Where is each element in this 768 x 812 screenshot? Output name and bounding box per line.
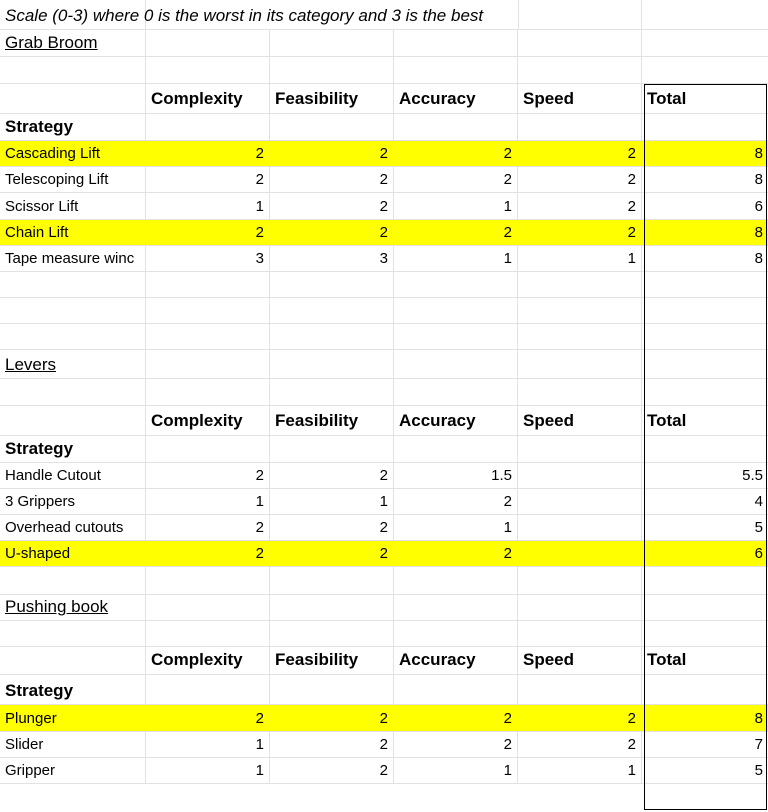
accuracy-value-text: 2: [503, 145, 512, 162]
strategy-name[interactable]: [0, 758, 146, 784]
feasibility-value[interactable]: [270, 705, 394, 732]
empty-cell[interactable]: [0, 567, 146, 595]
complexity-value-text: 1: [255, 762, 264, 779]
section-title[interactable]: [0, 350, 146, 379]
accuracy-value-text: 2: [503, 545, 512, 562]
blank-row: [0, 567, 768, 595]
blank-row: [0, 379, 768, 406]
empty-cell[interactable]: [0, 647, 146, 675]
strategy-label[interactable]: [0, 114, 146, 141]
empty-cell[interactable]: [0, 379, 146, 406]
empty-cell[interactable]: [518, 272, 642, 298]
header-speed-text: Speed: [523, 411, 575, 430]
empty-cell[interactable]: [270, 57, 394, 84]
empty-cell[interactable]: [146, 30, 270, 57]
accuracy-value-text: 2: [503, 736, 512, 753]
empty-cell[interactable]: [394, 350, 518, 379]
complexity-value-text: 2: [255, 545, 264, 562]
complexity-value[interactable]: [146, 541, 270, 567]
header-speed[interactable]: [518, 406, 642, 436]
blank-row: [0, 298, 768, 324]
strategy-label-text: Strategy: [5, 117, 74, 136]
empty-cell[interactable]: [146, 272, 270, 298]
section-title[interactable]: [0, 595, 146, 621]
header-speed-text: Speed: [523, 650, 575, 669]
feasibility-value[interactable]: [270, 193, 394, 220]
header-accuracy[interactable]: [394, 406, 518, 436]
empty-cell[interactable]: [518, 0, 642, 30]
feasibility-value-text: 2: [379, 519, 388, 536]
total-value[interactable]: [642, 220, 768, 246]
feasibility-value-text: 2: [379, 145, 388, 162]
total-value[interactable]: [642, 463, 768, 489]
speed-value-text: 2: [627, 736, 636, 753]
speed-value-text: 2: [627, 171, 636, 188]
feasibility-value[interactable]: [270, 541, 394, 567]
complexity-value[interactable]: [146, 246, 270, 272]
table-row: [0, 758, 768, 784]
feasibility-value[interactable]: [270, 220, 394, 246]
total-value-text: 7: [754, 736, 763, 753]
strategy-name-text: Tape measure winc: [5, 250, 135, 267]
accuracy-value-text: 1: [503, 198, 512, 215]
strategy-name-text: 3 Grippers: [5, 493, 76, 510]
empty-cell[interactable]: [146, 436, 270, 463]
complexity-value[interactable]: [146, 758, 270, 784]
header-complexity[interactable]: [146, 406, 270, 436]
total-value-text: 4: [754, 493, 763, 510]
header-accuracy-text: Accuracy: [399, 650, 476, 669]
empty-cell[interactable]: [0, 272, 146, 298]
empty-cell[interactable]: [146, 57, 270, 84]
header-complexity[interactable]: [146, 84, 270, 114]
empty-cell[interactable]: [146, 298, 270, 324]
table-row: [0, 167, 768, 193]
empty-cell[interactable]: [394, 324, 518, 350]
speed-value[interactable]: [518, 463, 642, 489]
total-value-text: 5: [754, 762, 763, 779]
header-speed[interactable]: [518, 84, 642, 114]
feasibility-value-text: 3: [379, 250, 388, 267]
speed-value-text: 2: [627, 224, 636, 241]
speed-value[interactable]: [518, 515, 642, 541]
empty-cell[interactable]: [270, 379, 394, 406]
empty-cell[interactable]: [394, 379, 518, 406]
strategy-name[interactable]: [0, 463, 146, 489]
empty-cell[interactable]: [270, 324, 394, 350]
complexity-value[interactable]: [146, 489, 270, 515]
empty-cell[interactable]: [270, 114, 394, 141]
empty-cell[interactable]: [270, 298, 394, 324]
strategy-name-text: Overhead cutouts: [5, 519, 124, 536]
header-accuracy[interactable]: [394, 84, 518, 114]
feasibility-value[interactable]: [270, 515, 394, 541]
accuracy-value[interactable]: [394, 541, 518, 567]
header-total-text: Total: [647, 650, 687, 669]
strategy-name[interactable]: [0, 220, 146, 246]
total-value-text: 5.5: [742, 467, 763, 484]
complexity-value-text: 2: [255, 145, 264, 162]
empty-cell[interactable]: [146, 621, 270, 647]
strategy-name-text: Slider: [5, 736, 44, 753]
empty-cell[interactable]: [518, 298, 642, 324]
table-row: [0, 732, 768, 758]
empty-cell[interactable]: [394, 30, 518, 57]
header-complexity-text: Complexity: [151, 89, 243, 108]
empty-cell[interactable]: [0, 84, 146, 114]
complexity-value[interactable]: [146, 705, 270, 732]
empty-cell[interactable]: [394, 57, 518, 84]
empty-cell[interactable]: [642, 621, 768, 647]
header-accuracy-text: Accuracy: [399, 411, 476, 430]
feasibility-value[interactable]: [270, 758, 394, 784]
feasibility-value[interactable]: [270, 246, 394, 272]
table-row: [0, 705, 768, 732]
empty-cell[interactable]: [518, 567, 642, 595]
speed-value[interactable]: [518, 758, 642, 784]
complexity-value-text: 2: [255, 710, 264, 727]
empty-cell[interactable]: [642, 272, 768, 298]
feasibility-value-text: 2: [379, 467, 388, 484]
empty-cell[interactable]: [518, 350, 642, 379]
total-value[interactable]: [642, 193, 768, 220]
complexity-value[interactable]: [146, 515, 270, 541]
complexity-value-text: 2: [255, 171, 264, 188]
header-complexity-text: Complexity: [151, 650, 243, 669]
accuracy-value[interactable]: [394, 220, 518, 246]
table-row: [0, 541, 768, 567]
strategy-name[interactable]: [0, 167, 146, 193]
empty-cell[interactable]: [518, 595, 642, 621]
strategy-name[interactable]: [0, 193, 146, 220]
speed-value[interactable]: [518, 705, 642, 732]
header-accuracy[interactable]: [394, 647, 518, 675]
header-feasibility[interactable]: [270, 84, 394, 114]
strategy-name[interactable]: [0, 489, 146, 515]
accuracy-value-text: 2: [503, 710, 512, 727]
empty-cell[interactable]: [394, 114, 518, 141]
complexity-value[interactable]: [146, 220, 270, 246]
strategy-name-text: Plunger: [5, 710, 57, 727]
header-feasibility[interactable]: [270, 406, 394, 436]
strategy-label-row: [0, 114, 768, 141]
accuracy-value[interactable]: [394, 705, 518, 732]
header-total[interactable]: [642, 84, 768, 114]
accuracy-value-text: 1: [503, 250, 512, 267]
complexity-value[interactable]: [146, 193, 270, 220]
total-value-text: 5: [754, 519, 763, 536]
strategy-label[interactable]: [0, 675, 146, 705]
empty-cell[interactable]: [394, 675, 518, 705]
empty-cell[interactable]: [642, 30, 768, 57]
empty-cell[interactable]: [146, 567, 270, 595]
empty-cell[interactable]: [642, 350, 768, 379]
table-row: [0, 489, 768, 515]
accuracy-value[interactable]: [394, 732, 518, 758]
empty-cell[interactable]: [146, 114, 270, 141]
strategy-name[interactable]: [0, 732, 146, 758]
feasibility-value-text: 2: [379, 224, 388, 241]
feasibility-value-text: 2: [379, 762, 388, 779]
empty-cell[interactable]: [394, 298, 518, 324]
empty-cell[interactable]: [270, 567, 394, 595]
accuracy-value-text: 1: [503, 519, 512, 536]
complexity-value-text: 2: [255, 519, 264, 536]
feasibility-value[interactable]: [270, 167, 394, 193]
total-value-text: 6: [754, 198, 763, 215]
empty-cell[interactable]: [394, 436, 518, 463]
empty-cell[interactable]: [642, 675, 768, 705]
empty-cell[interactable]: [518, 324, 642, 350]
total-value[interactable]: [642, 758, 768, 784]
header-total-text: Total: [647, 411, 687, 430]
accuracy-value[interactable]: [394, 489, 518, 515]
scale-note-cell[interactable]: [0, 0, 484, 30]
section-title-text: Pushing book: [5, 597, 109, 616]
strategy-name-text: Handle Cutout: [5, 467, 101, 484]
header-total[interactable]: [642, 406, 768, 436]
feasibility-value-text: 2: [379, 710, 388, 727]
strategy-name-text: U-shaped: [5, 545, 71, 562]
column-header-row: [0, 84, 768, 114]
empty-cell[interactable]: [0, 298, 146, 324]
empty-cell[interactable]: [270, 675, 394, 705]
total-value[interactable]: [642, 515, 768, 541]
empty-cell[interactable]: [394, 272, 518, 298]
strategy-name[interactable]: [0, 541, 146, 567]
empty-cell[interactable]: [518, 30, 642, 57]
empty-cell[interactable]: [518, 621, 642, 647]
empty-cell[interactable]: [642, 379, 768, 406]
strategy-name-text: Telescoping Lift: [5, 171, 109, 188]
strategy-name[interactable]: [0, 246, 146, 272]
empty-cell[interactable]: [394, 621, 518, 647]
total-value[interactable]: [642, 541, 768, 567]
empty-cell[interactable]: [0, 406, 146, 436]
section-title-text: Grab Broom: [5, 33, 98, 52]
complexity-value[interactable]: [146, 167, 270, 193]
empty-cell[interactable]: [518, 57, 642, 84]
empty-cell[interactable]: [270, 436, 394, 463]
empty-cell[interactable]: [0, 57, 146, 84]
header-complexity[interactable]: [146, 647, 270, 675]
speed-value-text: 2: [627, 145, 636, 162]
empty-cell[interactable]: [0, 621, 146, 647]
empty-cell[interactable]: [642, 567, 768, 595]
feasibility-value[interactable]: [270, 732, 394, 758]
table-row: [0, 515, 768, 541]
header-feasibility-text: Feasibility: [275, 650, 359, 669]
accuracy-value-text: 2: [503, 171, 512, 188]
complexity-value-text: 2: [255, 467, 264, 484]
complexity-value-text: 3: [255, 250, 264, 267]
accuracy-value[interactable]: [394, 193, 518, 220]
header-complexity-text: Complexity: [151, 411, 243, 430]
total-value[interactable]: [642, 246, 768, 272]
total-value-text: 8: [754, 250, 763, 267]
header-speed-text: Speed: [523, 89, 575, 108]
empty-cell[interactable]: [394, 567, 518, 595]
empty-cell[interactable]: [518, 114, 642, 141]
empty-cell[interactable]: [270, 621, 394, 647]
complexity-value[interactable]: [146, 463, 270, 489]
feasibility-value[interactable]: [270, 141, 394, 167]
empty-cell[interactable]: [642, 436, 768, 463]
total-value-text: 8: [754, 171, 763, 188]
column-header-row: [0, 406, 768, 436]
empty-cell[interactable]: [146, 350, 270, 379]
table-row: [0, 246, 768, 272]
strategy-label[interactable]: [0, 436, 146, 463]
header-total-text: Total: [647, 89, 687, 108]
empty-cell[interactable]: [642, 595, 768, 621]
header-feasibility-text: Feasibility: [275, 89, 359, 108]
header-feasibility-text: Feasibility: [275, 411, 359, 430]
empty-cell[interactable]: [146, 324, 270, 350]
empty-cell[interactable]: [270, 595, 394, 621]
strategy-name[interactable]: [0, 141, 146, 167]
table-row: [0, 193, 768, 220]
accuracy-value[interactable]: [394, 515, 518, 541]
empty-cell[interactable]: [642, 298, 768, 324]
empty-cell[interactable]: [146, 675, 270, 705]
scale-note-row: [0, 0, 768, 30]
accuracy-value[interactable]: [394, 758, 518, 784]
section-title-text: Levers: [5, 355, 57, 374]
accuracy-value-text: 1.5: [491, 467, 512, 484]
strategy-name-text: Cascading Lift: [5, 145, 101, 162]
strategy-name-text: Gripper: [5, 762, 56, 779]
feasibility-value-text: 2: [379, 736, 388, 753]
complexity-value-text: 1: [255, 198, 264, 215]
speed-value[interactable]: [518, 246, 642, 272]
accuracy-value[interactable]: [394, 463, 518, 489]
complexity-value-text: 1: [255, 736, 264, 753]
strategy-name-text: Chain Lift: [5, 224, 69, 241]
section-title[interactable]: [0, 30, 146, 57]
accuracy-value-text: 2: [503, 493, 512, 510]
speed-value[interactable]: [518, 732, 642, 758]
strategy-name[interactable]: [0, 705, 146, 732]
feasibility-value-text: 2: [379, 171, 388, 188]
table-row: [0, 463, 768, 489]
total-value-text: 8: [754, 145, 763, 162]
scale-note-cell-text: Scale (0-3) where 0 is the worst in its category and 3 is the best: [5, 6, 484, 25]
header-total[interactable]: [642, 647, 768, 675]
table-row: [0, 141, 768, 167]
complexity-value-text: 1: [255, 493, 264, 510]
total-value-text: 8: [754, 710, 763, 727]
feasibility-value[interactable]: [270, 463, 394, 489]
total-value-text: 6: [754, 545, 763, 562]
table-row: [0, 220, 768, 246]
speed-value-text: 2: [627, 198, 636, 215]
blank-row: [0, 621, 768, 647]
accuracy-value[interactable]: [394, 167, 518, 193]
strategy-label-row: [0, 675, 768, 705]
blank-row: [0, 57, 768, 84]
empty-cell[interactable]: [642, 57, 768, 84]
empty-cell[interactable]: [146, 595, 270, 621]
speed-value-text: 1: [627, 762, 636, 779]
empty-cell[interactable]: [518, 436, 642, 463]
header-feasibility[interactable]: [270, 647, 394, 675]
strategy-name[interactable]: [0, 515, 146, 541]
total-value[interactable]: [642, 489, 768, 515]
empty-cell[interactable]: [642, 324, 768, 350]
accuracy-value-text: 1: [503, 762, 512, 779]
empty-cell[interactable]: [0, 324, 146, 350]
total-value[interactable]: [642, 141, 768, 167]
accuracy-value[interactable]: [394, 246, 518, 272]
header-accuracy-text: Accuracy: [399, 89, 476, 108]
empty-cell[interactable]: [518, 675, 642, 705]
empty-cell[interactable]: [642, 114, 768, 141]
feasibility-value[interactable]: [270, 489, 394, 515]
strategy-label-text: Strategy: [5, 681, 74, 700]
speed-value[interactable]: [518, 220, 642, 246]
complexity-value-text: 2: [255, 224, 264, 241]
speed-value[interactable]: [518, 167, 642, 193]
total-value[interactable]: [642, 732, 768, 758]
speed-value-text: 2: [627, 710, 636, 727]
speed-value[interactable]: [518, 541, 642, 567]
accuracy-value[interactable]: [394, 141, 518, 167]
section-title-row: [0, 30, 768, 57]
section-title-row: [0, 595, 768, 621]
total-value[interactable]: [642, 705, 768, 732]
header-speed[interactable]: [518, 647, 642, 675]
empty-cell[interactable]: [146, 379, 270, 406]
empty-cell[interactable]: [270, 350, 394, 379]
empty-cell[interactable]: [642, 0, 768, 30]
total-value-text: 8: [754, 224, 763, 241]
blank-row: [0, 324, 768, 350]
feasibility-value-text: 2: [379, 545, 388, 562]
column-header-row: [0, 647, 768, 675]
accuracy-value-text: 2: [503, 224, 512, 241]
speed-value[interactable]: [518, 193, 642, 220]
empty-cell[interactable]: [518, 379, 642, 406]
section-title-row: [0, 350, 768, 379]
strategy-label-row: [0, 436, 768, 463]
speed-value[interactable]: [518, 141, 642, 167]
speed-value-text: 1: [627, 250, 636, 267]
total-value[interactable]: [642, 167, 768, 193]
complexity-value[interactable]: [146, 732, 270, 758]
empty-cell[interactable]: [394, 595, 518, 621]
feasibility-value-text: 1: [379, 493, 388, 510]
empty-cell[interactable]: [270, 272, 394, 298]
empty-cell[interactable]: [270, 30, 394, 57]
speed-value[interactable]: [518, 489, 642, 515]
strategy-name-text: Scissor Lift: [5, 198, 79, 215]
blank-row: [0, 272, 768, 298]
strategy-label-text: Strategy: [5, 439, 74, 458]
complexity-value[interactable]: [146, 141, 270, 167]
feasibility-value-text: 2: [379, 198, 388, 215]
